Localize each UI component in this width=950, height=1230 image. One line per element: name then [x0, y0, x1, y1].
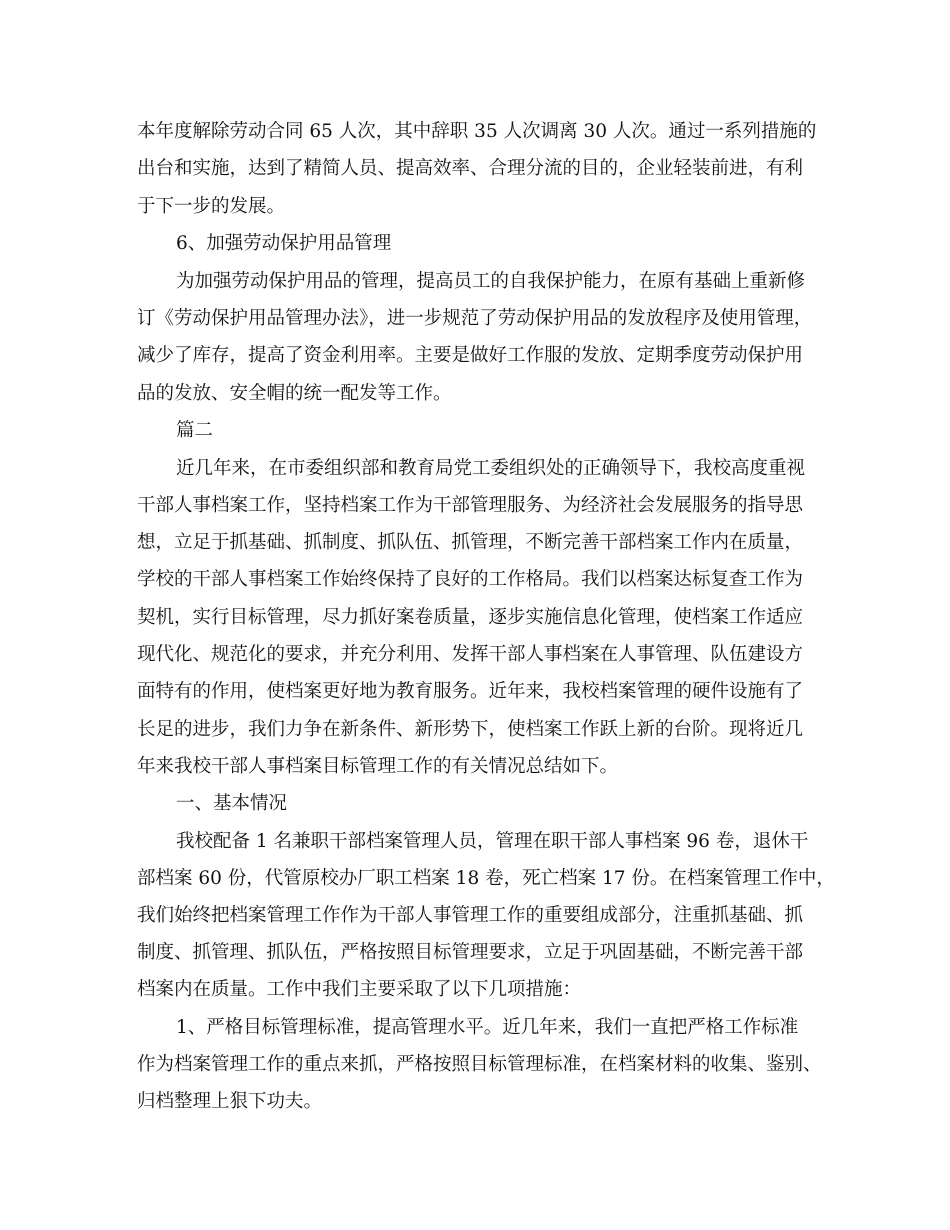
paragraph-line: 制度、抓管理、抓队伍，严格按照目标管理要求，立足于巩固基础，不断完善干部	[137, 942, 804, 963]
paragraph-line: 作为档案管理工作的重点来抓，严格按照目标管理标准，在档案材料的收集、鉴别、	[137, 1054, 822, 1075]
paragraph-line: 我校配备 1 名兼职干部档案管理人员，管理在职干部人事档案 96 卷，退休干	[176, 831, 809, 852]
paragraph-line: 本年度解除劳动合同 65 人次，其中辞职 35 人次调离 30 人次。通过一系列措施的	[137, 121, 817, 142]
paragraph-line: 想，立足于抓基础、抓制度、抓队伍、抓管理，不断完善干部档案工作内在质量，	[137, 532, 804, 553]
section-heading: 一、基本情况	[176, 793, 288, 814]
paragraph-line: 干部人事档案工作，坚持档案工作为干部管理服务、为经济社会发展服务的指导思	[137, 495, 804, 516]
paragraph-line: 归档整理上狠下功夫。	[137, 1091, 323, 1112]
paragraph-line: 年来我校干部人事档案目标管理工作的有关情况总结如下。	[137, 756, 619, 777]
paragraph-line: 1、严格目标管理标准，提高管理水平。近几年来，我们一直把严格工作标准	[176, 1017, 799, 1038]
paragraph-line: 学校的干部人事档案工作始终保持了良好的工作格局。我们以档案达标复查工作为	[137, 569, 804, 590]
paragraph-line: 近几年来，在市委组织部和教育局党工委组织处的正确领导下，我校高度重视	[176, 458, 806, 479]
paragraph-line: 品的发放、安全帽的统一配发等工作。	[137, 383, 452, 404]
paragraph-line: 我们始终把档案管理工作作为干部人事管理工作的重要组成部分，注重抓基础、抓	[137, 905, 804, 926]
paragraph-line: 档案内在质量。工作中我们主要采取了以下几项措施：	[137, 979, 582, 1000]
paragraph-line: 契机，实行目标管理，尽力抓好案卷质量，逐步实施信息化管理，使档案工作适应	[137, 607, 804, 628]
paragraph-line: 出台和实施，达到了精简人员、提高效率、合理分流的目的，企业轻装前进，有利	[137, 158, 804, 179]
section-title: 篇二	[176, 420, 214, 441]
paragraph-line: 现代化、规范化的要求，并充分利用、发挥干部人事档案在人事管理、队伍建设方	[137, 644, 804, 665]
paragraph-line: 长足的进步，我们力争在新条件、新形势下，使档案工作跃上新的台阶。现将近几	[137, 719, 804, 740]
section-heading: 6、加强劳动保护用品管理	[176, 233, 392, 254]
paragraph-line: 部档案 60 份，代管原校办厂职工档案 18 卷，死亡档案 17 份。在档案管理工作中，	[137, 868, 835, 889]
paragraph-line: 于下一步的发展。	[137, 196, 286, 217]
paragraph-line: 减少了库存，提高了资金利用率。主要是做好工作服的发放、定期季度劳动保护用	[137, 345, 804, 366]
paragraph-line: 为加强劳动保护用品的管理，提高员工的自我保护能力，在原有基础上重新修	[176, 271, 806, 292]
paragraph-line: 订《劳动保护用品管理办法》，进一步规范了劳动保护用品的发放程序及使用管理，	[137, 308, 813, 329]
paragraph-line: 面特有的作用，使档案更好地为教育服务。近年来，我校档案管理的硬件设施有了	[137, 681, 804, 702]
